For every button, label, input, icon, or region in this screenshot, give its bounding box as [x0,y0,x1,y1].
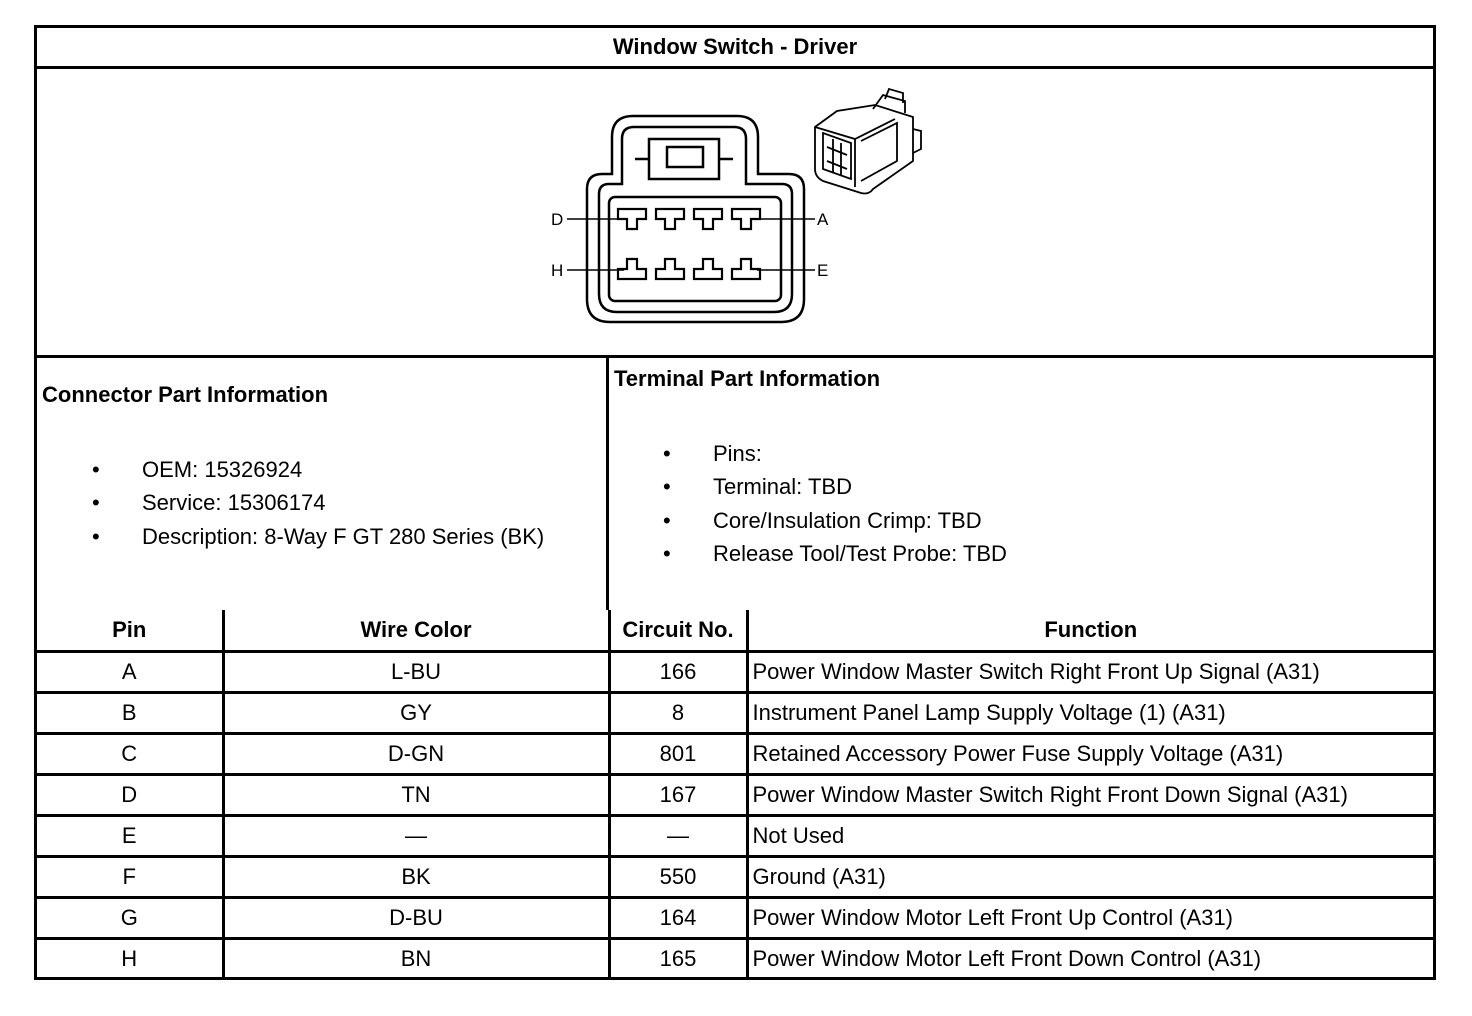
cell-pin: G [37,897,223,938]
cell-function: Instrument Panel Lamp Supply Voltage (1) (A31) [747,692,1433,733]
list-item: • Pins: [663,437,1007,470]
cell-pin: C [37,733,223,774]
cell-function: Ground (A31) [747,856,1433,897]
cell-wire-color: — [223,815,609,856]
cell-pin: F [37,856,223,897]
cell-circuit: — [609,815,747,856]
connector-sheet [34,25,1436,980]
cell-wire-color: L-BU [223,651,609,692]
list-item: • Core/Insulation Crimp: TBD [663,504,1007,537]
table-header-row [37,610,1433,651]
header-pin: Pin [37,610,223,651]
connector-info-list [92,453,544,553]
pin-label-e: E [817,261,829,280]
cell-pin: D [37,774,223,815]
pinout-table [37,610,1433,979]
table-row [37,815,1433,856]
cell-function: Not Used [747,815,1433,856]
list-item: • OEM: 15326924 [92,453,544,486]
terminal-part-info [609,358,1433,610]
table-row [37,733,1433,774]
table-row [37,938,1433,979]
cell-wire-color: BK [223,856,609,897]
cell-function: Power Window Motor Left Front Up Control (A31) [747,897,1433,938]
pin-label-a: A [817,210,829,229]
cell-circuit: 167 [609,774,747,815]
list-item: • Description: 8-Way F GT 280 Series (BK) [92,520,544,553]
cell-function: Power Window Master Switch Right Front Up Signal (A31) [747,651,1433,692]
table-row [37,856,1433,897]
header-function: Function [747,610,1433,651]
table-row [37,774,1433,815]
cell-function: Power Window Master Switch Right Front Down Signal (A31) [747,774,1433,815]
pin-label-h: H [551,261,564,280]
cell-wire-color: D-BU [223,897,609,938]
cell-wire-color: TN [223,774,609,815]
terminal-info-list [663,437,1007,570]
terminal-row-bottom [618,259,760,279]
cell-circuit: 8 [609,692,747,733]
cell-pin: B [37,692,223,733]
page-title: Window Switch - Driver [37,28,1433,69]
table-row [37,692,1433,733]
pin-label-d: D [551,210,564,229]
cell-function: Retained Accessory Power Fuse Supply Voltage (A31) [747,733,1433,774]
table-row [37,897,1433,938]
connector-part-info [37,358,609,610]
header-wire-color: Wire Color [223,610,609,651]
cell-wire-color: BN [223,938,609,979]
list-item: • Terminal: TBD [663,470,1007,503]
cell-circuit: 801 [609,733,747,774]
cell-wire-color: D-GN [223,733,609,774]
cell-circuit: 550 [609,856,747,897]
cell-wire-color: GY [223,692,609,733]
connector-figure [37,69,1433,358]
header-circuit-no: Circuit No. [609,610,747,651]
cell-function: Power Window Motor Left Front Down Control (A31) [747,938,1433,979]
connector-info-heading: Connector Part Information [42,382,329,407]
cell-pin: A [37,651,223,692]
cell-pin: H [37,938,223,979]
list-item: • Release Tool/Test Probe: TBD [663,537,1007,570]
connector-iso-icon [815,89,921,194]
cell-circuit: 164 [609,897,747,938]
cell-circuit: 165 [609,938,747,979]
table-row [37,651,1433,692]
cell-pin: E [37,815,223,856]
cell-circuit: 166 [609,651,747,692]
terminal-row-top [618,209,760,229]
terminal-info-heading: Terminal Part Information [614,366,881,391]
connector-face-diagram [37,69,1433,358]
list-item: • Service: 15306174 [92,486,544,519]
